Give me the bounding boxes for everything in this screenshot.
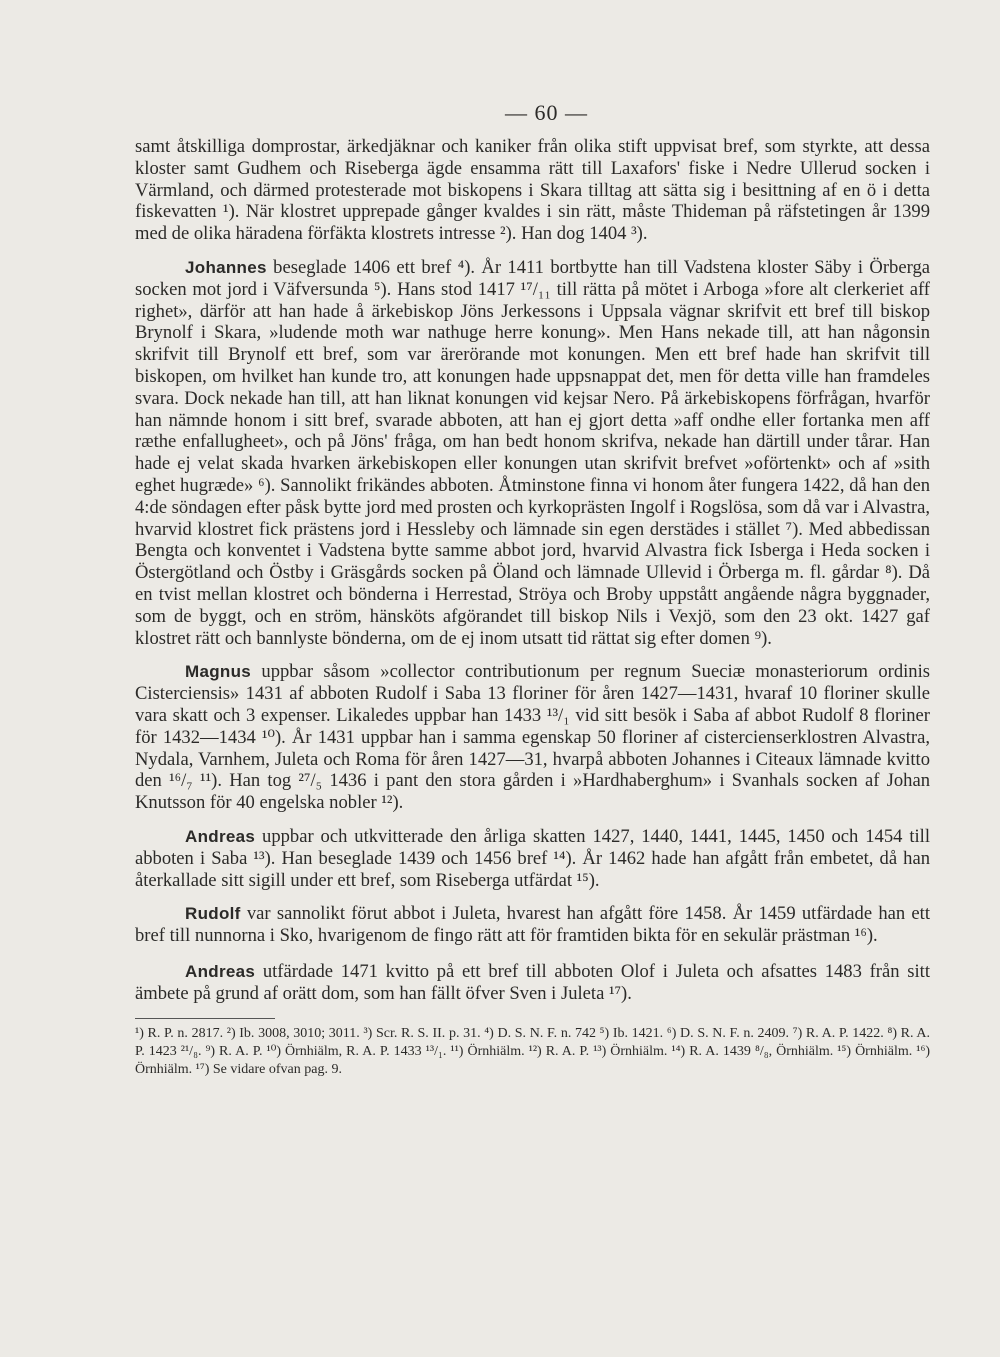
body-text <box>135 136 930 1079</box>
paragraph-rudolf <box>135 903 930 947</box>
paragraph-thideman <box>135 136 930 245</box>
abbot-name: Andreas <box>185 826 256 846</box>
paragraph-text: uppbar såsom »collector contributionum per regnum Sueciæ monasteriorum ordinis Cisterciensis» 1431 af abboten Rudolf i Saba 13 floriner för åren 1427—1431, hvaraf 10 floriner skulle vara skatt och 3 expenser. Likaledes uppbar han 1433 ¹³/₁ vid sitt besök i Saba af abbot Rudolf 8 floriner för 1432—1434 ¹⁰). År 1431 uppbar han i samma egenskap 50 floriner af cistercienserklostren Alvastra, Nydala, Varnhem, Juleta och Roma för åren 1427—31, hvarpå abboten Johannes i Citeaux lämnade kvitto den ¹⁶/₇ ¹¹). Han tog ²⁷/₅ 1436 i pant den stora gården i »Hardhaberghum» i Svanhals socken af Johan Knutsson för 40 engelska nobler ¹²). <box>135 661 930 814</box>
abbot-name: Johannes <box>185 257 267 277</box>
paragraph-text: utfärdade 1471 kvitto på ett bref till abboten Olof i Juleta och afsattes 1483 från sitt ämbete på grund af orätt dom, som han fällt öfver Sven i Juleta ¹⁷). <box>135 960 930 1004</box>
paragraph-text: uppbar och utkvitterade den årliga skatten 1427, 1440, 1441, 1445, 1450 och 1454 till abboten i Saba ¹³). Han beseglade 1439 och 1456 bref ¹⁴). År 1462 hade han afgått från embetet, då han återkallade sitt sigill under ett bref, som Riseberga utfärdat ¹⁵). <box>135 825 930 891</box>
abbot-name: Andreas <box>185 961 256 981</box>
page-number: — 60 — <box>505 100 588 125</box>
footnotes: ¹) R. P. n. 2817. ²) Ib. 3008, 3010; 3011. ³) Scr. R. S. II. p. 31. ⁴) D. S. N. F. n. 742 ⁵) Ib. 1421. ⁶) D. S. N. F. n. 2409. ⁷) R. A. P. 1422. ⁸) R. A. P. 1423 ²¹/₈. ⁹) R. A. P. ¹⁰) Örnhiälm, R. A. P. 1433 ¹³/₁. ¹¹) Örnhiälm. ¹²) R. A. P. ¹³) Örnhiälm. ¹⁴) R. A. 1439 ⁸/₈, Örnhiälm. ¹⁵) Örnhiälm. ¹⁶) Örnhiälm. ¹⁷) Se vidare ofvan pag. 9. <box>135 1026 930 1078</box>
paragraph-text: var sannolikt förut abbot i Juleta, hvarest han afgått före 1458. År 1459 utfärdade han ett bref till nunnorna i Sko, hvarigenom de fingo rätt att för framtiden bikta för en sekulär prästman ¹⁶). <box>135 903 930 947</box>
paragraph-andreas-1 <box>135 826 930 891</box>
footnote-divider <box>135 1018 275 1019</box>
abbot-name: Rudolf <box>185 904 241 924</box>
abbot-name: Magnus <box>185 662 252 682</box>
paragraph-andreas-2 <box>135 961 930 1005</box>
paragraph-johannes <box>135 257 930 649</box>
paragraph-text: samt åtskilliga domprostar, ärkedjäknar och kaniker från olika stift uppvisat bref, som styrkte, att dessa kloster samt Gudhem och Riseberga ägde ensamma rätt till Laxafors' fiske i Nedre Ullerud socken i Värmland, och därmed protesterade mot biskopens i Skara tilltag att sätta sig i besittning af en ö i detta fiskevatten ¹). När klostret upprepade gånger kvaldes i sin rätt, måste Thideman på räfstetingen år 1399 med de olika häradena förfäkta klostrets intresse ²). Han dog 1404 ³). <box>135 136 930 245</box>
paragraph-text: beseglade 1406 ett bref ⁴). År 1411 bortbytte han till Vadstena kloster Säby i Örberga socken mot jord i Väfversunda ⁵). Hans stod 1417 ¹⁷/₁₁ till rätta på mötet i Arboga »fore alt clerkeriet aff righet», därför att han hade å ärkebiskop Jöns Jerkessons i Uppsala vägnar skrifvit ett bref till biskop Brynolf i Skara, »ludende moth war nathuge herre konung». Men Hans nekade till, att han någonsin skrifvit till Brynolf ett bref, som var ärerörande mot konungen. Men ett bref hade han skrifvit till biskopen, om hvilket han kunde tro, att konungen hade uppsnappat det, men för detta ville han framdeles svara. Dock nekade han till, att han liknat konungen vid kejsar Nero. På ärkebiskopens förfrågan, hvarför han nämnde honom i sitt bref, svarade abboten, att han ej gjort detta »aff ondhe eller fortanka men aff ræthe enfallugheet», och på Jöns' fråga, om han bedt honom skrifva, nekade han därtill under tårar. Han hade ej velat skada hvarken ärkebiskopen eller konungen utan skrifvit brefvet »oförtenkt» och af »sith eghet hugræde» ⁶). Sannolikt frikändes abboten. Åtminstone finna vi honom åter fungera 1422, då han den 4:de söndagen efter påsk bytte jord med prosten och kyrkoprästen Ingolf i Rogslösa, som då var i Alvastra, hvarvid klostret fick prästens jord i Hessleby och lämnade sin egen derstädes i stället ⁷). Med abbedissan Bengta och konventet i Vadstena bytte samme abbot jord, hvarvid Alvastra fick Isberga i Heda socken i Östergötland och Östby i Gräsgårds socken på Öland och lämnade Ullevid i Örberga m. fl. gårdar ⁸). Då en tvist mellan klostret och bönderna i Herrestad, Ströya och Broby uppstått angående några byggnader, som de byggt, och en ström, hänsköts afgörandet till biskop Nils i Vexjö, som den 23 okt. 1427 gaf klostret rätt och bannlyste bönderna, om de ej inom utsatt tid rättat sig efter domen ⁹). <box>135 256 930 649</box>
paragraph-magnus <box>135 661 930 814</box>
